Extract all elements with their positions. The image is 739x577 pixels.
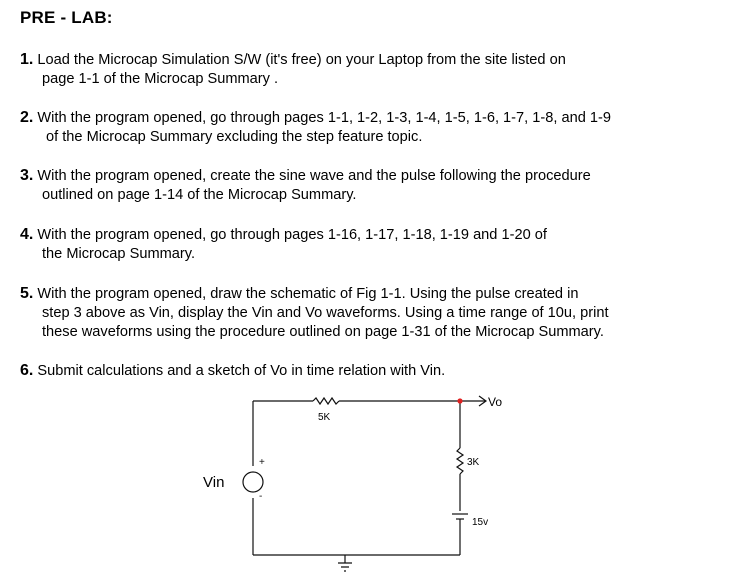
vo-label: Vo bbox=[488, 395, 503, 409]
step-number: 3. bbox=[20, 167, 34, 184]
resistor-5k-icon bbox=[313, 398, 339, 404]
r1-label: 5K bbox=[318, 412, 331, 423]
step-number: 2. bbox=[20, 109, 34, 126]
plus-mark: + bbox=[259, 457, 265, 468]
vin-label: Vin bbox=[203, 474, 225, 491]
battery-label: 15v bbox=[472, 517, 489, 528]
step-number: 1. bbox=[20, 51, 34, 68]
ground-icon bbox=[338, 563, 352, 571]
resistor-3k-icon bbox=[457, 448, 463, 474]
voltage-source-icon bbox=[243, 472, 263, 492]
step-text-line: step 3 above as Vin, display the Vin and Vo waveforms. Using a time range of 10u, print bbox=[42, 305, 609, 321]
output-node-dot bbox=[457, 398, 462, 403]
step-text-line: With the program opened, draw the schematic of Fig 1-1. Using the pulse created in bbox=[37, 286, 579, 302]
step-text-line: the Microcap Summary. bbox=[42, 246, 196, 262]
step-text-line: page 1-1 of the Microcap Summary . bbox=[42, 71, 279, 87]
step-1 bbox=[20, 50, 566, 89]
step-text-line: With the program opened, go through pages 1-16, 1-17, 1-18, 1-19 and 1-20 of bbox=[37, 227, 547, 243]
step-number: 4. bbox=[20, 226, 34, 243]
step-3 bbox=[20, 166, 591, 205]
step-text-line: these waveforms using the procedure outlined on page 1-31 of the Microcap Summary. bbox=[42, 324, 604, 340]
step-5 bbox=[20, 284, 609, 342]
step-text-line: of the Microcap Summary excluding the step feature topic. bbox=[46, 129, 423, 145]
step-6 bbox=[20, 361, 445, 381]
step-4 bbox=[20, 225, 547, 264]
step-text-line: Load the Microcap Simulation S/W (it's free) on your Laptop from the site listed on bbox=[37, 52, 566, 68]
circuit-schematic bbox=[195, 383, 535, 577]
step-number: 5. bbox=[20, 285, 34, 302]
step-text-line: outlined on page 1-14 of the Microcap Summary. bbox=[42, 187, 357, 203]
step-text-line: Submit calculations and a sketch of Vo in time relation with Vin. bbox=[37, 363, 446, 379]
minus-mark: - bbox=[259, 491, 263, 502]
step-2 bbox=[20, 108, 611, 147]
page-title: PRE - LAB: bbox=[20, 8, 113, 27]
step-text-line: With the program opened, create the sine wave and the pulse following the procedure bbox=[37, 168, 591, 184]
r2-label: 3K bbox=[467, 457, 480, 468]
step-number: 6. bbox=[20, 362, 34, 379]
step-text-line: With the program opened, go through pages 1-1, 1-2, 1-3, 1-4, 1-5, 1-6, 1-7, 1-8, and 1-9 bbox=[37, 110, 611, 126]
